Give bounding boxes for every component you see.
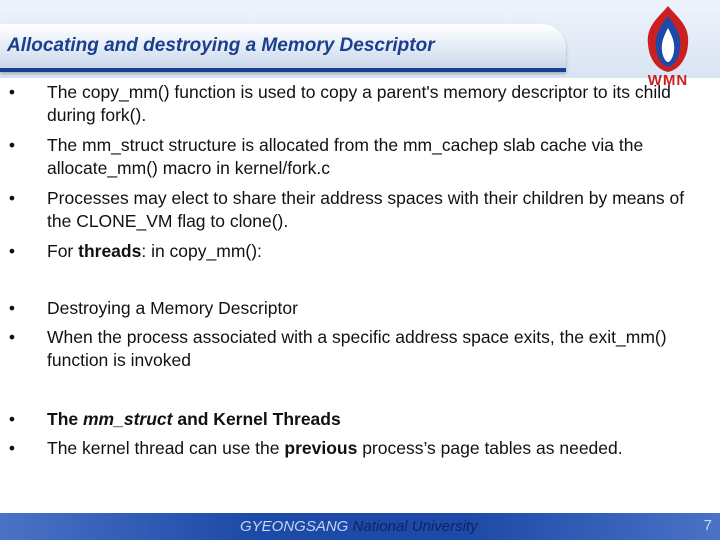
text-run: The copy_mm() function is used to copy a parent's memory descriptor to its child during fork(). [47,82,671,125]
footer-university [240,518,478,535]
text-run-bold: previous [284,438,358,458]
slide-title: Allocating and destroying a Memory Descriptor [7,35,435,56]
bullet-marker: • [8,298,16,318]
bullet-marker: • [8,135,16,155]
bullet-text [47,326,707,372]
bullet-text [47,437,707,460]
text-run-bold: threads [78,241,142,261]
bullet-marker: • [8,82,16,102]
text-run: The mm_struct structure is allocated from the mm_cachep slab cache via the allocate_mm() macro in kernel/fork.c [47,135,644,178]
flame-icon [638,4,698,74]
text-run: Processes may elect to share their address spaces with their children by means of the CLONE_VM flag to clone(). [47,188,685,231]
wmn-logo [626,4,710,89]
bullet-marker: • [8,438,16,458]
bullet-marker: • [8,327,16,347]
bullet-text [47,408,707,431]
bullet-text [47,297,707,320]
text-run: Destroying a Memory Descriptor [47,298,298,318]
footer-university-part1: GYEONGSANG [240,518,349,535]
text-run: When the process associated with a specific address space exits, the exit_mm() function is invoked [47,327,667,370]
text-run: For [47,241,79,261]
bullet-marker: • [8,188,16,208]
bullet-text [47,81,707,127]
text-run-bold-italic: mm_struct [82,409,173,429]
bullet-marker: • [8,241,16,261]
text-run: : in copy_mm(): [141,241,262,261]
bullet-marker: • [8,409,16,429]
text-run: process’s page tables as needed. [357,438,623,458]
bullet-text [47,187,707,233]
logo-text: WMN [647,72,689,89]
bullet-text [47,240,707,263]
text-run-bold: and Kernel Threads [172,409,341,429]
bullet-text [47,134,707,180]
text-run-bold: The [47,409,83,429]
page-number: 7 [703,517,712,534]
text-run: The kernel thread can use the [47,438,285,458]
footer-university-part2: National University [348,518,478,535]
